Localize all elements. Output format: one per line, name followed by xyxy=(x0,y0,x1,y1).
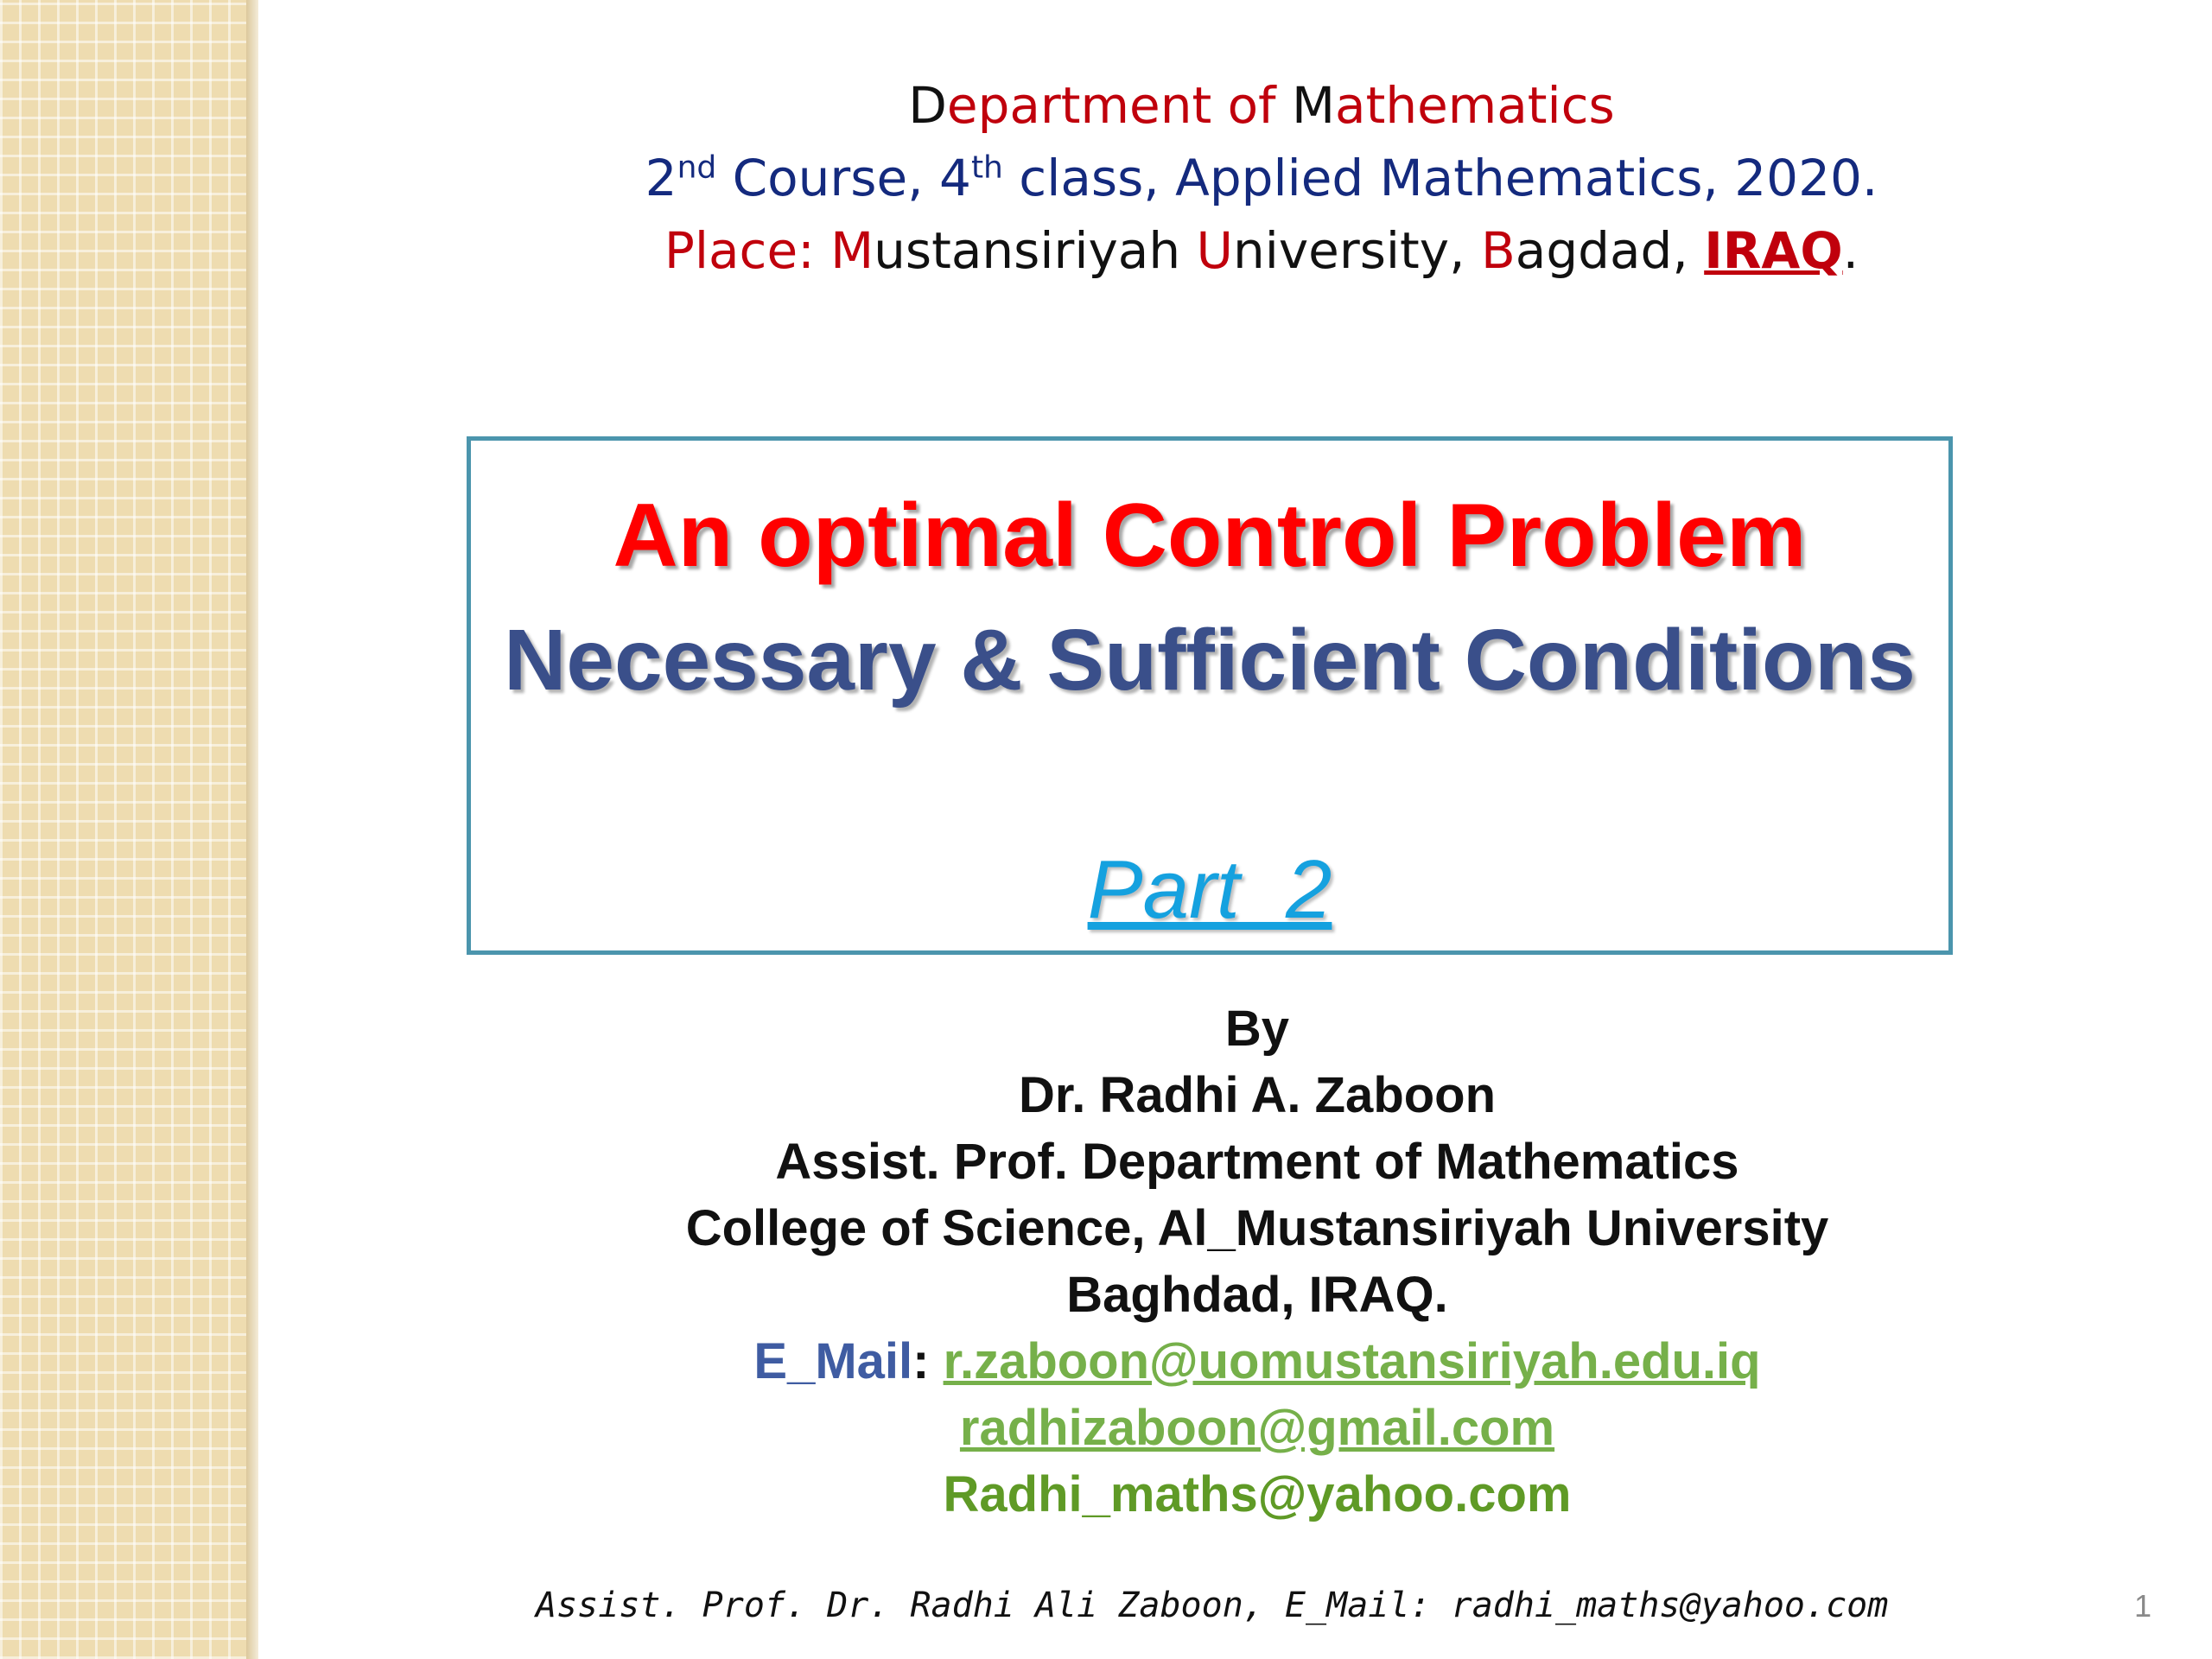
slide-footer: Assist. Prof. Dr. Radhi Ali Zaboon, E_Mail: radhi_maths@yahoo.com xyxy=(536,1586,1889,1625)
department-line xyxy=(518,69,2005,142)
author-position: Assist. Prof. Department of Mathematics xyxy=(775,1134,1739,1190)
course-text-mid: Course, 4 xyxy=(716,149,971,207)
course-number: 2 xyxy=(645,149,677,207)
email-link-uomustansiriyah[interactable]: r.zaboon@uomustansiriyah.edu.iq xyxy=(943,1333,1761,1389)
decorative-side-strip xyxy=(0,0,246,1659)
author-name: Dr. Radhi A. Zaboon xyxy=(1018,1067,1497,1123)
place-initial-b: B xyxy=(1480,221,1516,280)
title-box xyxy=(467,436,1953,955)
iraq-link[interactable]: IRAQ xyxy=(1704,221,1843,280)
title-subtitle: Necessary & Sufficient Conditions xyxy=(504,612,1916,709)
email-yahoo: Radhi_maths@yahoo.com xyxy=(943,1466,1572,1522)
place-text-3: agdad, xyxy=(1515,221,1705,280)
dept-initial-m: M xyxy=(1291,76,1336,135)
place-text-2: niversity, xyxy=(1232,221,1481,280)
email-link-gmail[interactable]: radhizaboon@gmail.com xyxy=(959,1400,1555,1456)
dept-initial-d: D xyxy=(908,76,947,135)
course-superscript-2: th xyxy=(970,149,1003,186)
place-text-1: ustansiriyah xyxy=(874,221,1197,280)
course-line xyxy=(518,142,2005,214)
place-initial-m: M xyxy=(830,221,874,280)
course-superscript-1: nd xyxy=(677,149,717,186)
slide-header xyxy=(518,69,2005,287)
dept-text-2: athematics xyxy=(1335,76,1615,135)
page-number: 1 xyxy=(2134,1588,2152,1624)
course-text-end: class, Applied Mathematics, 2020. xyxy=(1002,149,1878,207)
email-line xyxy=(518,1328,1996,1395)
email-label: E_Mail xyxy=(753,1333,913,1389)
email-line-2 xyxy=(518,1395,1996,1461)
dept-text-1: epartment of xyxy=(946,76,1292,135)
title-part-link[interactable]: Part 2 xyxy=(1087,843,1332,936)
place-initial-u: U xyxy=(1196,221,1233,280)
title-main: An optimal Control Problem xyxy=(613,486,1807,586)
place-line xyxy=(518,214,2005,287)
email-colon: : xyxy=(912,1333,944,1389)
place-label: Place: xyxy=(664,221,831,280)
author-by: By xyxy=(1224,1001,1290,1057)
place-period: . xyxy=(1842,221,1859,280)
side-strip-shadow xyxy=(246,0,258,1659)
email-line-3 xyxy=(518,1461,1996,1528)
author-city: Baghdad, IRAQ. xyxy=(1066,1267,1448,1323)
author-block xyxy=(518,995,1996,1528)
author-college: College of Science, Al_Mustansiriyah University xyxy=(685,1200,1829,1256)
